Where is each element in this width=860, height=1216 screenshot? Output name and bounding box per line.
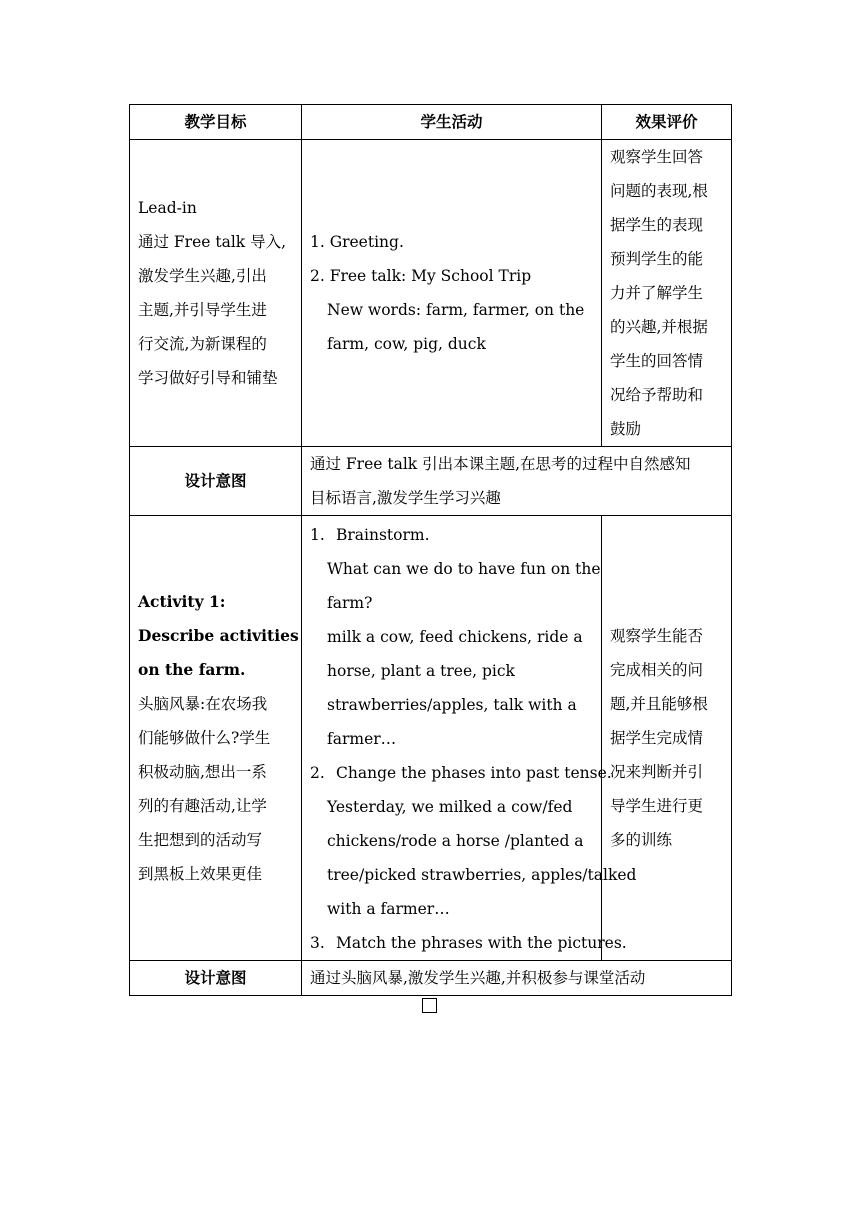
leadin-activity-line: 1. Greeting. — [310, 233, 404, 251]
activity1-evaluation-cell — [602, 516, 732, 961]
design-intent-line: 目标语言,激发学生学习兴趣 — [310, 489, 501, 507]
activity1-step-detail: chickens/rode a horse /planted a — [327, 832, 584, 850]
design-intent-line: 通过 Free talk 引出本课主题,在思考的过程中自然感知 — [310, 455, 691, 473]
activity1-goal-line: 积极动脑,想出一系 — [138, 763, 267, 781]
leadin-activity-cell — [302, 140, 602, 447]
activity1-evaluation-line: 据学生完成情 — [610, 729, 704, 747]
activity1-step — [310, 518, 593, 552]
activity1-step — [310, 926, 627, 960]
activity1-goal-line: 头脑风暴:在农场我 — [138, 695, 268, 713]
checkbox[interactable] — [422, 998, 437, 1013]
leadin-goal-line: 通过 Free talk 导入, — [138, 233, 287, 251]
step-number: 1. — [310, 526, 325, 544]
activity1-step — [310, 756, 612, 790]
step-text: Brainstorm. — [336, 526, 430, 544]
leadin-evaluation-line: 学生的回答情 — [610, 352, 704, 370]
header-goal: 教学目标 — [130, 105, 302, 140]
activity1-step-detail: milk a cow, feed chickens, ride a — [327, 628, 583, 646]
activity1-goal-cell — [130, 516, 302, 961]
leadin-evaluation-line: 的兴趣,并根据 — [610, 318, 708, 336]
step-text: Change the phases into past tense. — [336, 764, 612, 782]
activity1-title: Activity 1: — [138, 592, 226, 611]
leadin-evaluation-line: 观察学生回答 — [610, 148, 704, 166]
leadin-evaluation-line: 鼓励 — [610, 420, 642, 438]
leadin-evaluation-line: 问题的表现,根 — [610, 182, 708, 200]
activity1-goal-line: 生把想到的活动写 — [138, 831, 263, 849]
table-row-activity-1 — [130, 516, 732, 961]
design-intent-text-cell — [302, 447, 732, 516]
activity1-step-detail: What can we do to have fun on the — [327, 560, 601, 578]
activity1-step-detail: farm? — [327, 594, 373, 612]
activity1-evaluation-line: 观察学生能否 — [610, 627, 704, 645]
activity1-steps-cell — [302, 516, 637, 961]
activity1-goal-line: 列的有趣活动,让学 — [138, 797, 267, 815]
activity1-goal-line: 们能够做什么?学生 — [138, 729, 271, 747]
leadin-evaluation-line: 况给予帮助和 — [610, 386, 704, 404]
activity1-evaluation-line: 多的训练 — [610, 831, 673, 849]
step-number: 2. — [310, 764, 325, 782]
table-header-row — [130, 105, 732, 140]
activity1-evaluation-line: 完成相关的问 — [610, 661, 704, 679]
step-text: Match the phrases with the pictures. — [336, 934, 627, 952]
leadin-evaluation-line: 力并了解学生 — [610, 284, 704, 302]
leadin-goal-line: 主题,并引导学生进 — [138, 301, 267, 319]
table-row-leadin — [130, 140, 732, 447]
activity1-step-detail: farmer… — [327, 730, 397, 748]
table-row-design-intent-2 — [130, 961, 732, 996]
activity1-step-detail: Yesterday, we milked a cow/fed — [327, 798, 573, 816]
leadin-activity-line: farm, cow, pig, duck — [327, 335, 486, 353]
design-intent-text: 通过头脑风暴,激发学生兴趣,并积极参与课堂活动 — [302, 961, 732, 996]
leadin-goal-line: 行交流,为新课程的 — [138, 335, 267, 353]
step-number: 3. — [310, 934, 325, 952]
activity1-title: on the farm. — [138, 660, 246, 679]
activity1-evaluation-line: 况来判断并引 — [610, 763, 704, 781]
design-intent-label: 设计意图 — [130, 961, 302, 996]
leadin-goal-line: 学习做好引导和铺垫 — [138, 369, 278, 387]
activity1-step-detail: tree/picked strawberries, apples/talked — [327, 866, 637, 884]
leadin-activity-line: New words: farm, farmer, on the — [327, 301, 585, 319]
leadin-evaluation-line: 预判学生的能 — [610, 250, 704, 268]
activity1-evaluation-line: 题,并且能够根 — [610, 695, 708, 713]
leadin-activity-line: 2. Free talk: My School Trip — [310, 267, 532, 285]
activity1-step-detail: horse, plant a tree, pick — [327, 662, 515, 680]
leadin-evaluation-line: 据学生的表现 — [610, 216, 704, 234]
leadin-goal-line: 激发学生兴趣,引出 — [138, 267, 267, 285]
activity1-title: Describe activities — [138, 626, 299, 645]
activity1-step-detail: strawberries/apples, talk with a — [327, 696, 577, 714]
leadin-title: Lead-in — [138, 199, 197, 217]
design-intent-label: 设计意图 — [130, 447, 302, 516]
table-row-design-intent-1 — [130, 447, 732, 516]
lesson-plan-table — [129, 104, 732, 996]
leadin-evaluation-cell — [602, 140, 732, 447]
header-activity: 学生活动 — [302, 105, 602, 140]
header-evaluation: 效果评价 — [602, 105, 732, 140]
activity1-goal-line: 到黑板上效果更佳 — [138, 865, 263, 883]
activity1-evaluation-line: 导学生进行更 — [610, 797, 704, 815]
leadin-goal-cell — [130, 140, 302, 447]
activity1-step-detail: with a farmer… — [327, 900, 450, 918]
